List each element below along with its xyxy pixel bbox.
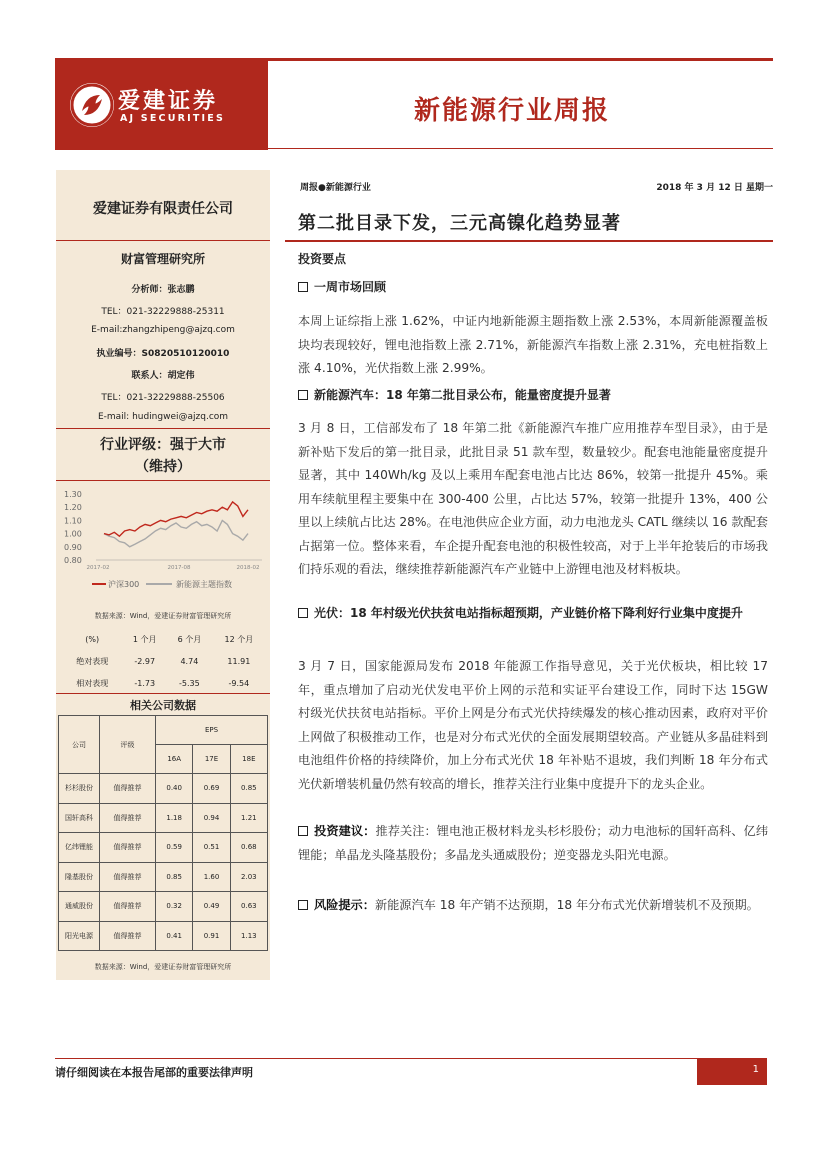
report-date: 2018 年 3 月 12 日 星期一 [656,183,773,193]
table-row [59,803,268,833]
section-heading-text: 光伏：18 年村级光伏扶贫电站指标超预期，产业链价格下降利好行业集中度提升 [314,606,743,620]
eps-cell: 0.69 [193,774,230,804]
risk-body: 新能源汽车 18 年产销不达预期，18 年分布式光伏新增装机不及预期。 [374,898,759,912]
checkbox-icon [298,282,308,292]
contact-name: 联系人：胡定伟 [131,371,195,381]
series-line [104,520,248,546]
cell-value: -1.73 [134,678,156,688]
section-body: 3 月 8 日，工信部发布了 18 年第二批《新能源汽车推广应用推荐车型目录》，由于是新补贴下发后的第一批目录，此批目录 51 款车型，数量较少。配套电池能量密度提升显著，其中 140Wh/kg 及以上乘用车配套电池占比达 86%，较第一批提升 45%。乘用车续航里程主要集中在 300-400 公里，占比达 57%，较第一批提升 13%，400 公里以上续航占比达 28%。在电池供应企业方面，动力电池龙头 CATL 继续以 16 款配套占据第一位。整体来看，车企提升配套电池的积极性较高，对于上半年抢装后的市场我们持乐观的看法，继续推荐新能源汽车产业链中上游锂电池及材料板块。 [298,421,768,576]
page-number: 1 [697,1058,767,1085]
table-header: 12 个月 [224,634,254,644]
institute-name: 财富管理研究所 [120,252,205,266]
y-tick-label: 1.00 [64,529,82,539]
row-label: 相对表现 [76,678,109,688]
contact-tel: TEL：021-32229888-25506 [101,393,225,403]
y-tick-label: 1.20 [64,503,82,513]
section-heading-text: 一周市场回顾 [314,280,387,294]
license-number: 执业编号：S0820510120010 [96,349,230,359]
eps-cell: 0.85 [230,774,267,804]
eps-cell: 1.18 [156,803,193,833]
table-header: 16A [156,745,193,774]
table-row [59,921,268,951]
eps-cell: 2.03 [230,862,267,892]
table-row [62,672,266,694]
table-header: 6 个月 [177,634,202,644]
table-header: (%) [85,634,100,644]
report-type: 周报●新能源行业 [300,183,371,193]
checkbox-icon [298,826,308,836]
company-name-cell: 隆基股份 [59,862,100,892]
table-row [62,650,266,672]
company-name-cell: 杉杉股份 [59,774,100,804]
cell-value: 11.91 [227,656,251,666]
eps-cell: 0.91 [193,921,230,951]
analyst-name: 分析师：张志鹏 [131,285,195,295]
risk-warning [298,894,768,918]
table-header: 1 个月 [132,634,157,644]
section-body: 3 月 7 日，国家能源局发布 2018 年能源工作指导意见，关于光伏板块，相比较 17 年，重点增加了启动光伏发电平价上网的示范和实证平台建设工作，同时下达 15GW 村级光伏扶贫电站指标。平价上网是分布式光伏持续爆发的核心推动因素，政府对平价上网做了积极推动工作，也是对分布式光伏的全面发展期望较高。产业链从多晶硅料到电池组件价格的持续降价，加上分布式光伏 18 年补贴不退坡，我们判断 18 年分布式光伏新增装机量仍然有较高的增长，推荐关注行业集中度提升下的龙头企业。 [298,659,768,791]
table-header: 18E [230,745,267,774]
industry-rating [56,434,270,478]
y-tick-label: 1.10 [64,516,82,526]
company-name: 爱建证券有限责任公司 [93,201,233,217]
related-companies-title: 相关公司数据 [130,699,196,712]
eps-cell: 0.40 [156,774,193,804]
eps-cell: 0.63 [230,892,267,922]
investment-advice [298,820,768,867]
cell-value: -5.35 [179,678,200,688]
rating-cell: 值得推荐 [100,921,156,951]
report-title: 第二批目录下发，三元高镍化趋势显著 [298,213,621,234]
checkbox-icon [298,390,308,400]
eps-cell: 0.41 [156,921,193,951]
footer-rule [55,1058,767,1059]
investment-highlights-heading: 投资要点 [298,252,347,266]
logo-cn-text: 爱建证券 [118,88,219,114]
advice-body: 推荐关注：锂电池正极材料龙头杉杉股份；动力电池标的国轩高科、亿纬锂能；单晶龙头隆基股份；多晶龙头通威股份；逆变器龙头阳光电源。 [298,824,769,862]
table-header-row [59,716,268,745]
eps-cell: 0.68 [230,833,267,863]
eps-cell: 1.21 [230,803,267,833]
y-tick-label: 0.90 [64,542,82,552]
section-heading [298,277,386,298]
logo-en-text: AJ SECURITIES [120,113,226,124]
x-tick-label: 2017-08 [167,565,191,571]
contact-email[interactable]: E-mail: hudingwei@ajzq.com [97,412,229,422]
section-heading [298,603,768,624]
table-header: 公司 [59,716,100,774]
performance-table [62,628,266,694]
section-heading-text: 新能源汽车：18 年第二批目录公布，能量密度提升显著 [314,388,611,402]
sidebar-divider [56,428,270,429]
eps-cell: 0.51 [193,833,230,863]
table-row [59,892,268,922]
cell-value: -9.54 [228,678,250,688]
company-name-cell: 亿纬锂能 [59,833,100,863]
eps-cell: 0.49 [193,892,230,922]
checkbox-icon [298,608,308,618]
eps-cell: 1.13 [230,921,267,951]
sidebar-divider [56,240,270,241]
table-source-note: 数据来源：Wind，爱建证券财富管理研究所 [94,963,232,971]
eps-cell: 0.59 [156,833,193,863]
row-label: 绝对表现 [76,656,109,666]
section-body: 本周上证综指上涨 1.62%，中证内地新能源主题指数上涨 2.53%，本周新能源覆盖板块均表现较好，锂电池指数上涨 2.71%，新能源汽车指数上涨 2.31%，充电桩指数上涨 4.10%，光伏指数上涨 2.99%。 [298,314,768,375]
table-header: 评级 [100,716,156,774]
risk-label: 风险提示： [314,898,375,912]
index-performance-chart [62,486,266,604]
rating-maintain: （维持） [135,459,191,475]
section-heading [298,385,611,406]
sidebar-divider [56,693,270,694]
rating-line: 行业评级：强于大市 [100,437,226,453]
table-header-row [62,628,266,650]
legal-notice: 请仔细阅读在本报告尾部的重要法律声明 [55,1066,253,1079]
table-row [59,774,268,804]
y-tick-label: 0.80 [64,556,82,565]
series-line [104,502,248,536]
sidebar-divider [56,480,270,481]
logo-emblem-icon [70,83,114,127]
x-tick-label: 2018-02 [236,565,260,571]
eps-cell: 0.85 [156,862,193,892]
rating-cell: 值得推荐 [100,833,156,863]
company-name-cell: 通威股份 [59,892,100,922]
company-name-cell: 阳光电源 [59,921,100,951]
eps-cell: 1.60 [193,862,230,892]
eps-cell: 0.32 [156,892,193,922]
eps-cell: 0.94 [193,803,230,833]
rating-cell: 值得推荐 [100,862,156,892]
company-name-cell: 国轩高科 [59,803,100,833]
header-bottom-rule [268,148,773,149]
analyst-email[interactable]: E-mail:zhangzhipeng@ajzq.com [91,325,235,335]
checkbox-icon [298,900,308,910]
rating-cell: 值得推荐 [100,892,156,922]
table-header: 17E [193,745,230,774]
table-header: EPS [156,716,268,745]
legend-label: 沪深300 [108,580,140,589]
report-series-title: 新能源行业周报 [414,96,611,126]
chart-source-note: 数据来源：Wind，爱建证券财富管理研究所 [94,612,232,620]
table-row [59,833,268,863]
x-tick-label: 2017-02 [86,565,110,571]
advice-label: 投资建议： [314,824,376,838]
rating-cell: 值得推荐 [100,803,156,833]
rating-cell: 值得推荐 [100,774,156,804]
table-row [59,862,268,892]
legend-label: 新能源主题指数 [176,580,232,589]
analyst-tel: TEL：021-32229888-25311 [101,307,225,317]
company-data-table [58,715,268,951]
cell-value: -2.97 [134,656,156,666]
title-rule [285,240,773,242]
cell-value: 4.74 [180,656,199,666]
y-tick-label: 1.30 [64,490,82,499]
